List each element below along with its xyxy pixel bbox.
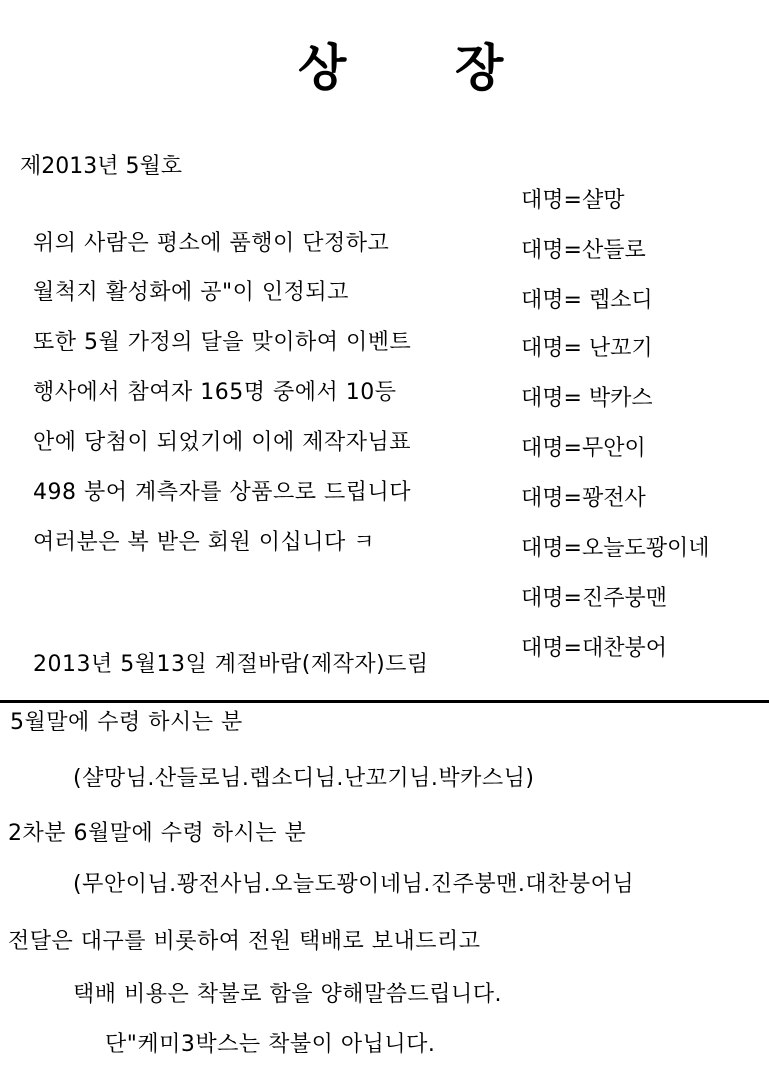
- note-line: (무안이님.꽝전사님.오늘도꽝이네님.진주붕맨.대찬붕어님: [73, 872, 635, 897]
- signature-line: 2013년 5월13일 계절바람(제작자)드림: [33, 652, 429, 677]
- winner-item: 대명=대찬붕어: [521, 636, 667, 661]
- winner-item: 대명= 렙소디: [521, 288, 653, 313]
- body-line: 안에 당첨이 되었기에 이에 제작자님표: [33, 430, 412, 455]
- winner-item: 대명=오늘도꽝이네: [521, 536, 710, 561]
- winner-item: 대명=진주붕맨: [521, 586, 667, 611]
- body-line: 위의 사람은 평소에 품행이 단정하고: [33, 231, 390, 256]
- winner-item: 대명= 박카스: [521, 386, 653, 411]
- note-line: 택배 비용은 착불로 함을 양해말씀드립니다.: [73, 982, 503, 1007]
- winner-item: 대명=산들로: [521, 238, 646, 263]
- body-line: 498 붕어 계측자를 상품으로 드립니다: [33, 480, 411, 505]
- note-line: 2차분 6월말에 수령 하시는 분: [8, 821, 307, 846]
- note-line: 단"케미3박스는 착불이 아닙니다.: [105, 1032, 436, 1057]
- note-line: 전달은 대구를 비롯하여 전원 택배로 보내드리고: [8, 929, 481, 954]
- note-line: 5월말에 수령 하시는 분: [10, 710, 243, 735]
- winner-item: 대명=꽝전사: [521, 486, 646, 511]
- title-char-2: 장: [455, 39, 504, 97]
- body-line: 행사에서 참여자 165명 중에서 10등: [33, 380, 397, 405]
- title-char-1: 상: [298, 39, 347, 97]
- issue-label: 제2013년 5월호: [20, 154, 182, 179]
- body-line: 또한 5월 가정의 달을 맞이하여 이벤트: [33, 330, 412, 355]
- note-line: (샬망님.산들로님.렙소디님.난꼬기님.박카스님): [73, 766, 535, 791]
- winner-item: 대명=샬망: [521, 188, 625, 213]
- body-line: 여러분은 복 받은 회원 이십니다 ㅋ: [33, 530, 375, 555]
- divider-line: [0, 700, 769, 703]
- winner-item: 대명= 난꼬기: [521, 336, 653, 361]
- body-line: 월척지 활성화에 공"이 인정되고: [33, 280, 349, 305]
- winner-item: 대명=무안이: [521, 436, 646, 461]
